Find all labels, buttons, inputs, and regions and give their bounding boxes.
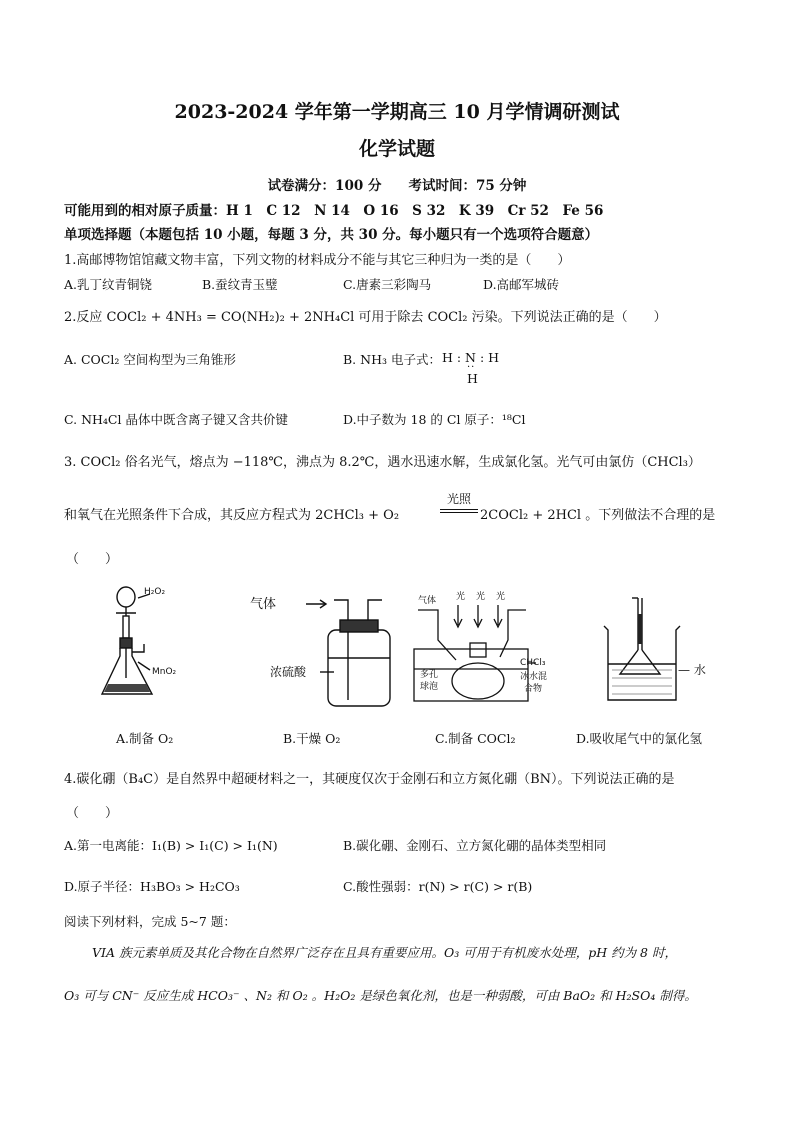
q4-line2: （ ） — [66, 806, 119, 821]
q2-option-b-label: B. NH₃ 电子式： — [343, 352, 441, 367]
label-h2o2: H₂O₂ — [144, 587, 166, 597]
figure-c-phosgene-setup — [408, 585, 563, 710]
q4-option-c: C.酸性强弱：r(N) > r(C) > r(B) — [343, 879, 533, 894]
q4-option-d: D.原子半径：H₃BO₃ > H₂CO₃ — [64, 879, 240, 894]
atomic-masses: 可能用到的相对原子质量：H 1 C 12 N 14 O 16 S 32 K 39 Cr 52 Fe 56 — [64, 203, 604, 219]
label-chcl3: CHCl₃ — [520, 658, 546, 668]
label-acid: 浓硫酸 — [270, 665, 307, 679]
q4-line1: 4.碳化硼（B₄C）是自然界中超硬材料之一，其硬度仅次于金刚石和立方氮化硼（BN）。下列说法正确的是 — [64, 772, 675, 787]
reading-paragraph-1: VIA 族元素单质及其化合物在自然界广泛存在且具有重要应用。O₃ 可用于有机废水处理，pH 约为 8 时， — [92, 945, 677, 960]
label-light-3: 光 — [496, 592, 506, 602]
q2-stem: 2.反应 COCl₂ + 4NH₃ = CO(NH₂)₂ + 2NH₄Cl 可用于除去 COCl₂ 污染。下列说法正确的是（ ） — [64, 310, 667, 325]
figure-d-absorption-beaker — [598, 588, 708, 708]
q2-lone-pair-dots: ·· — [467, 362, 476, 373]
q2-option-c: C. NH₄Cl 晶体中既含离子键又含共价键 — [64, 412, 288, 427]
q3-arrow-label: 光照 — [446, 492, 471, 506]
exam-subtitle: 化学试题 — [358, 138, 435, 160]
q2-option-a: A. COCl₂ 空间构型为三角锥形 — [64, 352, 236, 367]
q2-option-b-formula: H : N : H — [442, 350, 500, 365]
q4-option-a: A.第一电离能：I₁(B) > I₁(C) > I₁(N) — [64, 838, 278, 853]
q2-option-b-bottom-h: H — [467, 371, 478, 386]
label-porous-2: 球泡 — [420, 682, 439, 692]
q3-line1: 3. COCl₂ 俗名光气，熔点为 −118℃，沸点为 8.2℃，遇水迅速水解，生成氯化氢。光气可由氯仿（CHCl₃） — [64, 455, 701, 470]
q1-stem: 1.高邮博物馆馆藏文物丰富，下列文物的材料成分不能与其它三种归为一类的是（ ） — [64, 253, 571, 268]
q3-line3: （ ） — [66, 552, 119, 567]
label-gas-small: 气体 — [418, 596, 437, 606]
reading-intro: 阅读下列材料，完成 5~7 题： — [64, 914, 236, 929]
q3-caption-c: C.制备 COCl₂ — [435, 731, 516, 746]
label-gas: 气体 — [250, 597, 277, 612]
label-light-1: 光 — [456, 592, 466, 602]
label-light-2: 光 — [476, 592, 486, 602]
q3-line2-post: 2COCl₂ + 2HCl 。下列做法不合理的是 — [480, 508, 716, 523]
q1-option-d: D.高邮军城砖 — [483, 277, 560, 292]
q3-line2-pre: 和氧气在光照条件下合成，其反应方程式为 2CHCl₃ + O₂ — [64, 508, 400, 523]
q1-option-a: A.乳丁纹青铜铙 — [64, 277, 153, 292]
label-porous-1: 多孔 — [420, 670, 439, 680]
exam-title: 2023-2024 学年第一学期高三 10 月学情调研测试 — [174, 101, 620, 123]
label-mno2: MnO₂ — [152, 667, 177, 677]
q2-option-d: D.中子数为 18 的 Cl 原子：¹⁸Cl — [343, 412, 526, 427]
q4-option-b: B.碳化硼、金刚石、立方氮化硼的晶体类型相同 — [343, 838, 607, 853]
q3-caption-d: D.吸收尾气中的氯化氢 — [576, 731, 703, 746]
q3-reaction-arrow — [440, 509, 478, 513]
figure-b-drying-bottle — [248, 590, 408, 710]
q1-option-c: C.唐素三彩陶马 — [343, 277, 432, 292]
section-heading: 单项选择题（本题包括 10 小题，每题 3 分，共 30 分。每小题只有一个选项符合题意） — [64, 227, 599, 243]
label-water: — 水 — [678, 663, 706, 677]
label-icewater-2: 合物 — [524, 684, 543, 694]
figure-a-oxygen-generator — [98, 578, 198, 708]
label-icewater-1: 冰水混 — [520, 672, 548, 682]
q1-option-b: B.蚕纹青玉璧 — [202, 277, 278, 292]
q3-caption-a: A.制备 O₂ — [116, 731, 174, 746]
q3-caption-b: B.干燥 O₂ — [283, 731, 341, 746]
reading-paragraph-2: O₃ 可与 CN⁻ 反应生成 HCO₃⁻ 、N₂ 和 O₂ 。H₂O₂ 是绿色氧化剂，也是一种弱酸，可由 BaO₂ 和 H₂SO₄ 制得。 — [64, 988, 697, 1003]
exam-meta: 试卷满分：100 分 考试时间：75 分钟 — [267, 178, 527, 194]
